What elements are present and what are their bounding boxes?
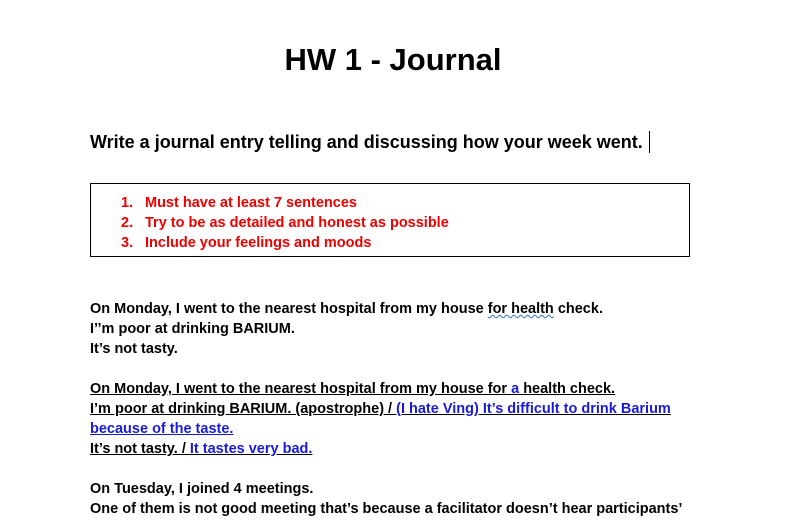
rule-text: Try to be as detailed and honest as possible: [145, 215, 449, 231]
text-run: I’m poor at drinking BARIUM. (apostrophe) /: [90, 401, 397, 417]
prompt-sentence: Write a journal entry telling and discussing how your week went.: [90, 132, 643, 152]
rules-box: [90, 183, 690, 257]
journal-body: [90, 299, 740, 519]
corrected-line-2: [90, 399, 740, 419]
text-run: It’s not tasty. /: [90, 441, 190, 457]
original-line-1: [90, 299, 740, 319]
paragraph-gap: [90, 459, 740, 479]
rule-number: 3.: [121, 235, 134, 251]
rule-number: 2.: [121, 215, 134, 231]
tuesday-line-2: One of them is not good meeting that’s because a facilitator doesn’t hear participants’: [90, 501, 683, 517]
prompt-text: [90, 131, 650, 153]
corrected-line-2-cont: because of the taste.: [90, 421, 234, 437]
correction-insert: (I hate Ving) It’s difficult to drink Barium: [396, 401, 671, 417]
spellcheck-underline[interactable]: for health: [487, 301, 554, 317]
text-run: health check.: [519, 381, 616, 397]
text-run: On Monday, I went to the nearest hospital from my house: [90, 301, 488, 317]
rule-text: Include your feelings and moods: [145, 235, 372, 251]
original-line-3: It’s not tasty.: [90, 341, 178, 357]
tuesday-line-1: On Tuesday, I joined 4 meetings.: [90, 481, 314, 497]
rule-text: Must have at least 7 sentences: [145, 195, 357, 211]
rule-item: [121, 233, 449, 253]
correction-insert: It tastes very bad.: [189, 441, 313, 457]
text-run: check.: [553, 301, 603, 317]
rule-item: [121, 193, 449, 213]
original-line-2: I’’m poor at drinking BARIUM.: [90, 321, 295, 337]
corrected-line-3: [90, 439, 740, 459]
text-run: On Monday, I went to the nearest hospital from my house for: [90, 381, 512, 397]
text-cursor: [649, 131, 651, 153]
document-title: HW 1 - Journal: [284, 42, 502, 77]
corrected-line-1: [90, 379, 740, 399]
paragraph-gap: [90, 359, 740, 379]
rule-item: [121, 213, 449, 233]
rule-number: 1.: [121, 195, 134, 211]
rules-list: [121, 193, 449, 253]
correction-insert: a: [511, 381, 520, 397]
